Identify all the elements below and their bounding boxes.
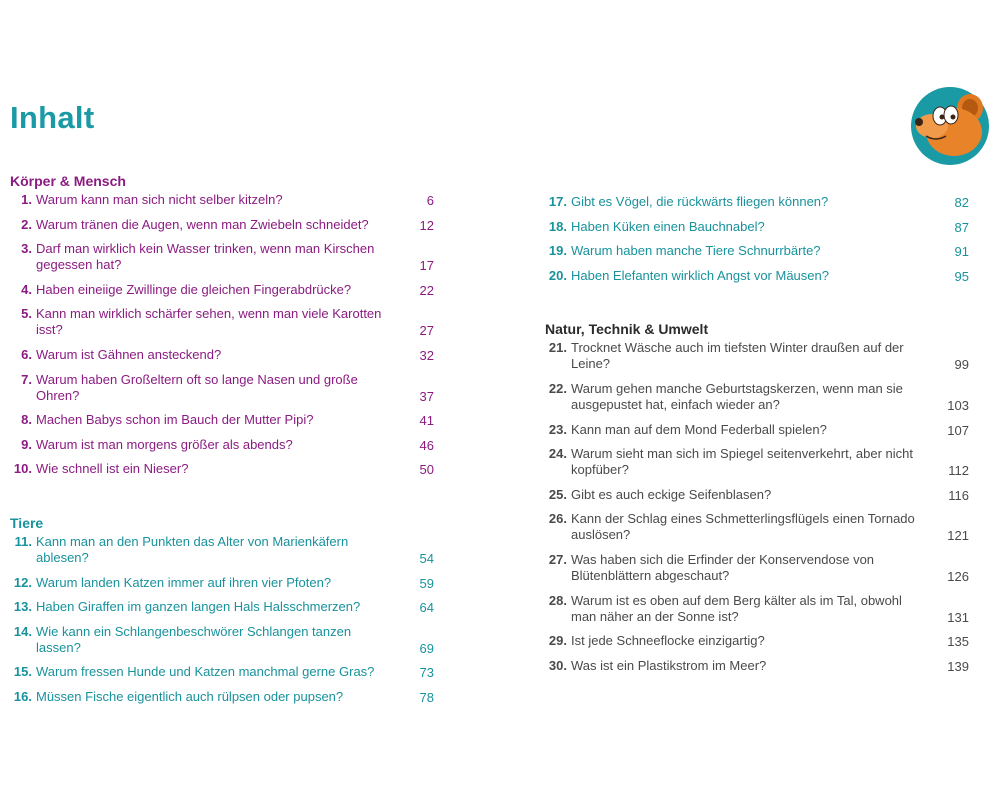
toc-entry[interactable] bbox=[545, 446, 969, 479]
toc-entry[interactable] bbox=[545, 243, 969, 260]
toc-entry[interactable] bbox=[545, 487, 969, 504]
entry-question: Machen Babys schon im Bauch der Mutter Pipi? bbox=[36, 412, 314, 428]
section-heading: Tiere bbox=[10, 514, 44, 531]
toc-entry[interactable] bbox=[545, 194, 969, 211]
entry-page-number: 91 bbox=[954, 244, 969, 260]
entry-number: 22. bbox=[548, 380, 567, 396]
entry-page-number: 87 bbox=[954, 219, 969, 235]
entry-page-number: 121 bbox=[947, 528, 969, 544]
entry-page-number: 126 bbox=[947, 568, 969, 584]
toc-entry[interactable] bbox=[10, 347, 434, 364]
entry-question: Warum tränen die Augen, wenn man Zwiebeln schneidet? bbox=[36, 216, 369, 232]
toc-column-left bbox=[10, 170, 434, 714]
toc-entry[interactable] bbox=[10, 437, 434, 454]
entry-number: 18. bbox=[548, 218, 567, 234]
entry-question: Warum ist Gähnen ansteckend? bbox=[36, 346, 222, 362]
entry-page-number: 46 bbox=[419, 437, 434, 453]
entry-page-number: 82 bbox=[954, 195, 969, 210]
entry-question: Kann man auf dem Mond Federball spielen? bbox=[571, 421, 827, 437]
entry-question: Kann der Schlag eines Schmetterlingsflügels einen Tornado auslösen? bbox=[571, 511, 915, 543]
entry-page-number: 41 bbox=[419, 413, 434, 429]
entry-page-number: 17 bbox=[419, 258, 434, 274]
entry-page-number: 73 bbox=[419, 665, 434, 681]
toc-entry[interactable] bbox=[10, 412, 434, 429]
toc-entry[interactable] bbox=[10, 599, 434, 616]
section-heading: Körper & Mensch bbox=[10, 173, 126, 189]
entry-page-number: 139 bbox=[947, 658, 969, 674]
entry-number: 29. bbox=[548, 633, 567, 649]
entry-page-number: 107 bbox=[947, 422, 969, 438]
entry-page-number: 59 bbox=[419, 575, 434, 591]
entry-question: Warum kann man sich nicht selber kitzeln? bbox=[36, 192, 283, 207]
entry-number: 10. bbox=[13, 461, 32, 477]
entry-question: Haben Elefanten wirklich Angst vor Mäusen? bbox=[571, 267, 829, 283]
entry-number: 6. bbox=[21, 346, 32, 362]
entry-number: 1. bbox=[21, 192, 32, 207]
entry-question: Trocknet Wäsche auch im tiefsten Winter draußen auf der Leine? bbox=[571, 340, 904, 372]
toc-entry[interactable] bbox=[10, 689, 434, 706]
toc-entry[interactable] bbox=[10, 372, 434, 405]
entry-page-number: 135 bbox=[947, 634, 969, 650]
mouse-icon bbox=[910, 86, 990, 166]
entry-number: 28. bbox=[548, 592, 567, 608]
entry-number: 3. bbox=[21, 241, 32, 257]
entry-question: Warum haben Großeltern oft so lange Nasen und große Ohren? bbox=[36, 371, 358, 403]
toc-entry[interactable] bbox=[545, 633, 969, 650]
entry-question: Wie schnell ist ein Nieser? bbox=[36, 461, 189, 477]
toc-entry[interactable] bbox=[545, 552, 969, 585]
toc-entry[interactable] bbox=[545, 422, 969, 439]
entry-question: Kann man wirklich schärfer sehen, wenn man viele Karotten isst? bbox=[36, 306, 382, 338]
entry-number: 20. bbox=[548, 267, 567, 283]
entry-question: Warum ist es oben auf dem Berg kälter als im Tal, obwohl man näher an der Sonne ist? bbox=[571, 592, 902, 624]
entry-question: Warum landen Katzen immer auf ihren vier Pfoten? bbox=[36, 574, 332, 590]
entry-question: Warum gehen manche Geburtstagskerzen, wenn man sie ausgepustet hat, einfach wieder an? bbox=[571, 380, 903, 412]
entry-page-number: 27 bbox=[419, 323, 434, 339]
entry-page-number: 131 bbox=[947, 609, 969, 625]
toc-column-right bbox=[545, 194, 969, 682]
section-tiere bbox=[10, 512, 434, 706]
entry-question: Warum sieht man sich im Spiegel seitenverkehrt, aber nicht kopfüber? bbox=[571, 446, 913, 478]
toc-entry[interactable] bbox=[10, 664, 434, 681]
entry-question: Warum fressen Hunde und Katzen manchmal gerne Gras? bbox=[36, 664, 375, 680]
entry-question: Kann man an den Punkten das Alter von Marienkäfern ablesen? bbox=[36, 533, 349, 565]
toc-entry[interactable] bbox=[10, 575, 434, 592]
page-title: Inhalt bbox=[10, 100, 95, 135]
entry-number: 30. bbox=[548, 657, 567, 673]
toc-entry[interactable] bbox=[545, 593, 969, 626]
entry-number: 24. bbox=[548, 446, 567, 462]
entry-question: Warum haben manche Tiere Schnurrbärte? bbox=[571, 243, 821, 259]
entry-question: Was ist ein Plastikstrom im Meer? bbox=[571, 657, 767, 673]
entry-number: 11. bbox=[14, 533, 32, 549]
entry-page-number: 37 bbox=[419, 388, 434, 404]
entry-number: 16. bbox=[13, 688, 32, 704]
entry-page-number: 112 bbox=[948, 463, 969, 479]
toc-entry[interactable] bbox=[545, 511, 969, 544]
entry-question: Gibt es auch eckige Seifenblasen? bbox=[571, 486, 772, 502]
toc-entry[interactable] bbox=[10, 534, 434, 567]
toc-entry[interactable] bbox=[545, 381, 969, 414]
entry-question: Warum ist man morgens größer als abends? bbox=[36, 436, 293, 452]
entry-page-number: 95 bbox=[954, 268, 969, 284]
entry-question: Haben eineiige Zwillinge die gleichen Fingerabdrücke? bbox=[36, 281, 352, 297]
section-koerper-mensch bbox=[10, 170, 434, 478]
toc-entry[interactable] bbox=[545, 340, 969, 373]
entry-number: 5. bbox=[21, 306, 32, 322]
entry-number: 8. bbox=[21, 412, 32, 428]
entry-page-number: 116 bbox=[948, 487, 969, 503]
toc-entry[interactable] bbox=[10, 241, 434, 274]
entry-page-number: 69 bbox=[419, 640, 434, 656]
entry-page-number: 32 bbox=[419, 347, 434, 363]
entry-page-number: 99 bbox=[954, 357, 969, 373]
entry-page-number: 6 bbox=[426, 193, 434, 208]
section-heading: Natur, Technik & Umwelt bbox=[545, 321, 709, 338]
entry-number: 12. bbox=[13, 574, 32, 590]
entry-number: 13. bbox=[13, 599, 32, 615]
entry-number: 14. bbox=[13, 623, 32, 639]
entry-question: Müssen Fische eigentlich auch rülpsen oder pupsen? bbox=[36, 688, 344, 704]
entry-page-number: 12 bbox=[419, 217, 434, 233]
entry-question: Wie kann ein Schlangenbeschwörer Schlangen tanzen lassen? bbox=[36, 623, 352, 655]
entry-question: Was haben sich die Erfinder der Konservendose von Blütenblättern abgeschaut? bbox=[571, 551, 875, 583]
entry-number: 7. bbox=[21, 371, 32, 387]
entry-page-number: 54 bbox=[419, 550, 434, 566]
toc-entry[interactable] bbox=[545, 219, 969, 236]
entry-page-number: 103 bbox=[947, 397, 969, 413]
toc-entry[interactable] bbox=[10, 306, 434, 339]
entry-number: 2. bbox=[21, 216, 32, 232]
toc-entry[interactable] bbox=[10, 624, 434, 657]
entry-number: 4. bbox=[21, 281, 32, 297]
entry-page-number: 64 bbox=[419, 600, 434, 616]
toc-entry[interactable] bbox=[545, 658, 969, 675]
section-natur-technik-umwelt bbox=[545, 318, 969, 674]
toc-entry[interactable] bbox=[10, 192, 434, 209]
entry-number: 21. bbox=[548, 340, 567, 356]
toc-entry[interactable] bbox=[545, 268, 969, 285]
entry-question: Darf man wirklich kein Wasser trinken, wenn man Kirschen gegessen hat? bbox=[36, 241, 375, 273]
entry-number: 9. bbox=[21, 436, 32, 452]
entry-question: Haben Küken einen Bauchnabel? bbox=[571, 218, 765, 234]
entry-number: 19. bbox=[548, 243, 567, 259]
entry-number: 23. bbox=[548, 421, 567, 437]
toc-entry[interactable] bbox=[10, 217, 434, 234]
entry-page-number: 78 bbox=[419, 689, 434, 705]
entry-page-number: 50 bbox=[419, 462, 434, 478]
toc-entry[interactable] bbox=[10, 282, 434, 299]
entry-number: 27. bbox=[548, 551, 567, 567]
entry-number: 25. bbox=[548, 486, 567, 502]
entry-number: 26. bbox=[548, 511, 567, 527]
entry-page-number: 22 bbox=[419, 282, 434, 298]
entry-question: Ist jede Schneeflocke einzigartig? bbox=[571, 633, 765, 649]
entry-question: Haben Giraffen im ganzen langen Hals Halsschmerzen? bbox=[36, 599, 361, 615]
entry-number: 17. bbox=[548, 194, 567, 209]
entry-number: 15. bbox=[13, 664, 32, 680]
entry-question: Gibt es Vögel, die rückwärts fliegen können? bbox=[571, 194, 829, 209]
toc-entry[interactable] bbox=[10, 461, 434, 478]
